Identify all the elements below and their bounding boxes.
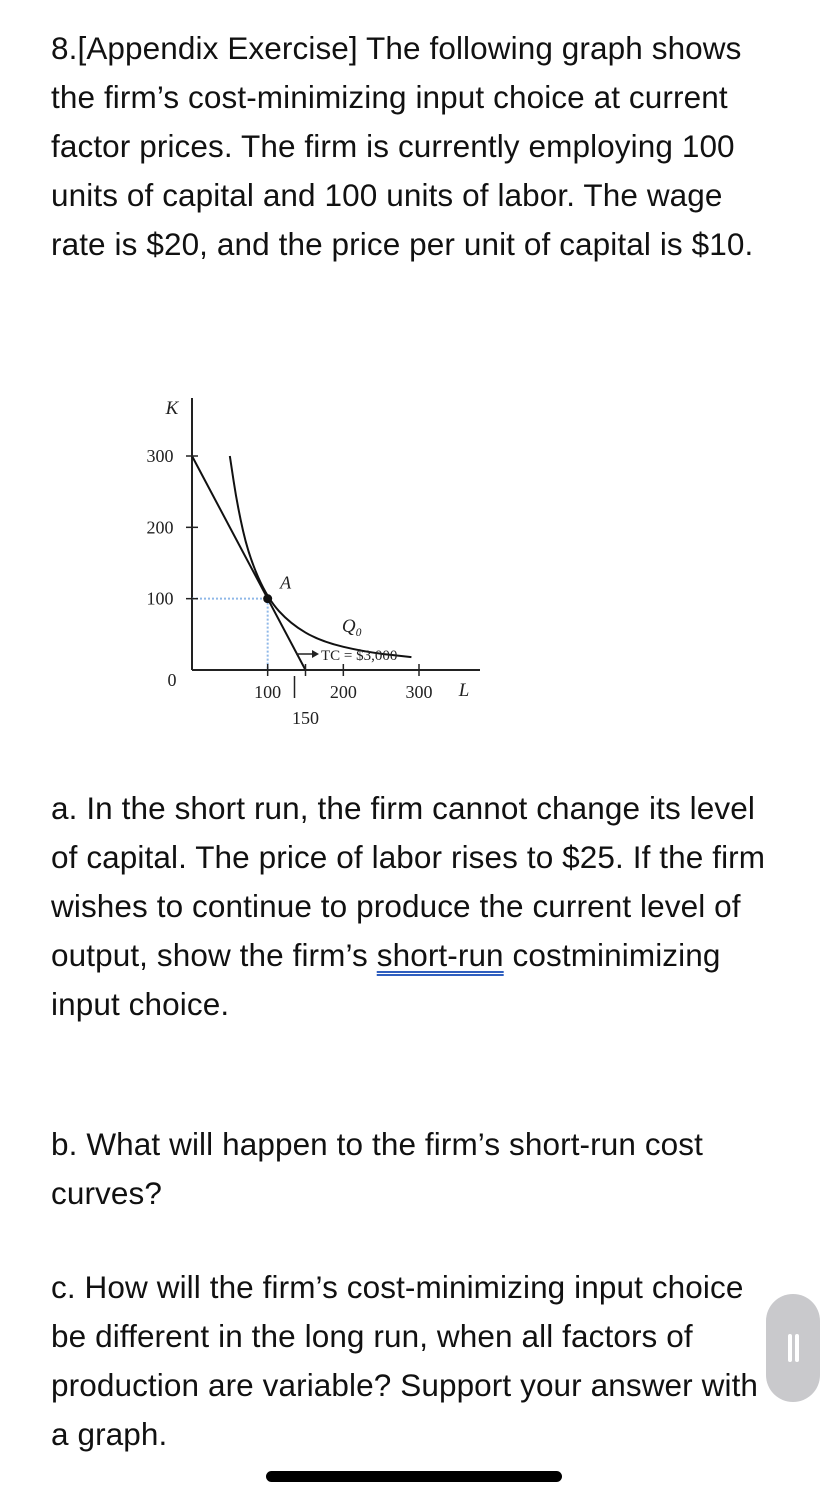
isoquant-curve <box>230 456 412 657</box>
y-axis-title: K <box>165 398 179 419</box>
isocost-line <box>192 456 306 670</box>
x-tick-label: 100 <box>254 682 282 702</box>
part-a-text-start: a. In the short run, the firm cannot change its level of capital. The price of labor rises to $25. If the firm wishes to continue to produce the current level of output, show the firm’s <box>51 790 766 973</box>
question-part-a <box>51 784 781 1029</box>
question-intro: 8.[Appendix Exercise] The following graph shows the firm’s cost-minimizing input choice at current factor prices. The firm is currently employing 100 units of capital and 100 units of labor. The wage rate is $20, and the price per unit of capital is $10. <box>51 30 754 262</box>
y-tick-label: 200 <box>146 517 174 538</box>
point-a <box>263 594 272 603</box>
question-part-c: c. How will the firm’s cost-minimizing input choice be different in the long run, when all factors of production are variable? Support your answer with a graph. <box>51 1269 759 1452</box>
x-axis-title: L <box>458 680 470 701</box>
x-tick-label: 150 <box>292 708 319 728</box>
drag-grip-icon <box>795 1334 799 1362</box>
point-a-label: A <box>280 572 292 593</box>
y-tick-label: 300 <box>146 446 174 466</box>
isocost-label: TC = $3,000 <box>321 648 398 664</box>
question-part-b: b. What will happen to the firm’s short-run cost curves? <box>51 1126 703 1211</box>
tc-arrow-head <box>312 650 319 658</box>
isoquant-label: Q₀ <box>341 616 363 637</box>
origin-label: 0 <box>167 670 177 690</box>
home-indicator[interactable] <box>266 1471 562 1482</box>
drag-grip-icon <box>788 1334 792 1362</box>
cost-minimization-graph <box>128 386 488 736</box>
scroll-handle[interactable] <box>766 1294 820 1402</box>
x-tick-label: 300 <box>405 682 433 702</box>
x-tick-label: 200 <box>329 682 357 702</box>
part-a-text-end: costminimizing input choice. <box>51 937 721 1022</box>
short-run-link[interactable]: short-run <box>376 937 504 973</box>
y-tick-label: 100 <box>146 588 174 609</box>
